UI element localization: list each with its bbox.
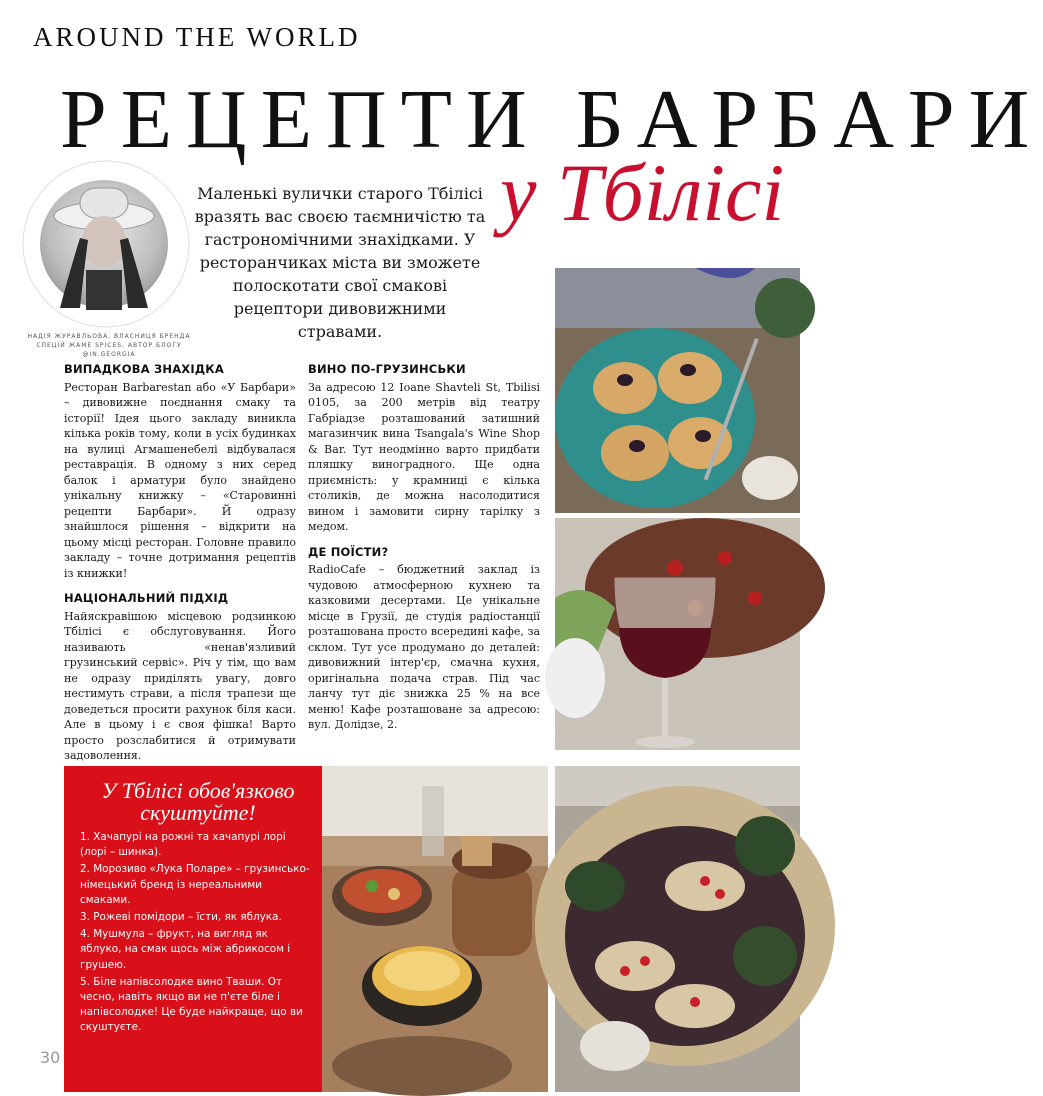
section-text: RadioCafe – бюджетний заклад із чудовою атмосферною кухнею та казковими десертами. Це унікальне місце в Грузії, де студія радіостанції розташована просто всередині кафе, за склом. Тут усе продумано до деталей: дивовижний інтер'єр, смачна кухня, оригінальна подача страв. Під час ланчу тут діє знижка 25 % на все меню! Кафе розташоване за адресою: вул. Долідзе, 2. xyxy=(308,563,540,731)
list-item: 5. Біле напівсолодке вино Тваши. От чесно, навіть якщо ви не п'єте біле і напівсолодке! Це буде найкраще, що ви скуштуєте. xyxy=(80,975,303,1034)
left-column xyxy=(64,362,296,774)
box-title: У Тбілісі обов'язково скуштуйте! xyxy=(101,778,295,825)
section-heading: ВИПАДКОВА ЗНАХІДКА xyxy=(64,362,224,376)
right-column xyxy=(308,362,540,743)
section-heading: ДЕ ПОЇСТИ? xyxy=(308,544,389,559)
section-heading: НАЦІОНАЛЬНИЙ ПІДХІД xyxy=(64,591,229,605)
section-text: Найяскравішою місцевою родзинкою Тбілісі є обслуговування. Його називають «ненав'язливий грузинський сервіс». Річ у тім, що вам не одразу приділять увагу, довго нестимуть страви, а після трапези ще доведеться просити рахунок біля каси. Але в цьому і є своя фішка! Варто просто розслабитися й отримувати задоволення. xyxy=(64,609,296,762)
section-text: За адресою 12 Ioane Shavteli St, Tbilisi 0105, за 200 метрів від театру Габріадзе розташований затишний магазинчик вина Tsangala's Wine Shop & Bar. Тут неодмінно варто придбати пляшку виноградного. Ще одна приємність: у крамниці є кілька столиків, де можна насолодитися вином і замовити сирну тарілку з медом. xyxy=(308,380,540,533)
section-text: Ресторан Barbarestan або «У Барбари» – дивовижне поєднання смаку та історії! Ідея цього закладу виникла кілька років тому, коли в усіх будинках на вулиці Агмашенебелі відбувалася реставрація. В одному з них серед балок і арматури було знайдено унікальну книжку – «Старовинні рецепти Барбари». Й одразу знайшлося рішення – відкрити на цьому місці ресторан. Головне правило закладу – точне дотримання рецептів із книжки! xyxy=(64,380,296,580)
photo-wine xyxy=(555,518,800,750)
headline: РЕЦЕПТИ БАРБАРИ xyxy=(60,73,1043,166)
must-try-box xyxy=(64,766,322,1092)
author-photo xyxy=(40,180,168,308)
list-item: 1. Хачапурі на рожні та хачапурі лорі (лорі – шинка). xyxy=(80,831,286,859)
photo-table xyxy=(322,766,548,1092)
photo-pancakes xyxy=(555,268,800,513)
section-label: AROUND THE WORLD xyxy=(33,22,361,52)
page-number: 30 xyxy=(40,1048,61,1067)
must-try-list xyxy=(80,830,312,1038)
list-item: 2. Морозиво «Лука Поларе» – грузинсько-німецький бренд із нереальними смаками. xyxy=(80,863,310,906)
list-item: 3. Рожеві помідори – їсти, як яблука. xyxy=(80,911,282,924)
author-caption: НАДІЯ ЖУРАВЛЬОВА, ВЛАСНИЦЯ БРЕНДА СПЕЦІЙ ЖАМЕ SPICES, АВТОР БЛОГУ @IN.GEORGIA xyxy=(27,333,191,358)
section-heading: ВИНО ПО-ГРУЗИНСЬКИ xyxy=(308,362,466,376)
photo-eggplant xyxy=(555,766,800,1092)
list-item: 4. Мушмула – фрукт, на вигляд як яблуко, на смак щось між абрикосом і грушею. xyxy=(80,928,291,971)
headline-accent: у Тбілісі xyxy=(500,147,785,238)
lead-paragraph: Маленькі вулички старого Тбілісі вразять вас своєю таємничістю та гастрономічними знахідками. У ресторанчиках міста ви зможете полоскотати свої смакові рецептори дивовижними стравами. xyxy=(194,184,486,341)
